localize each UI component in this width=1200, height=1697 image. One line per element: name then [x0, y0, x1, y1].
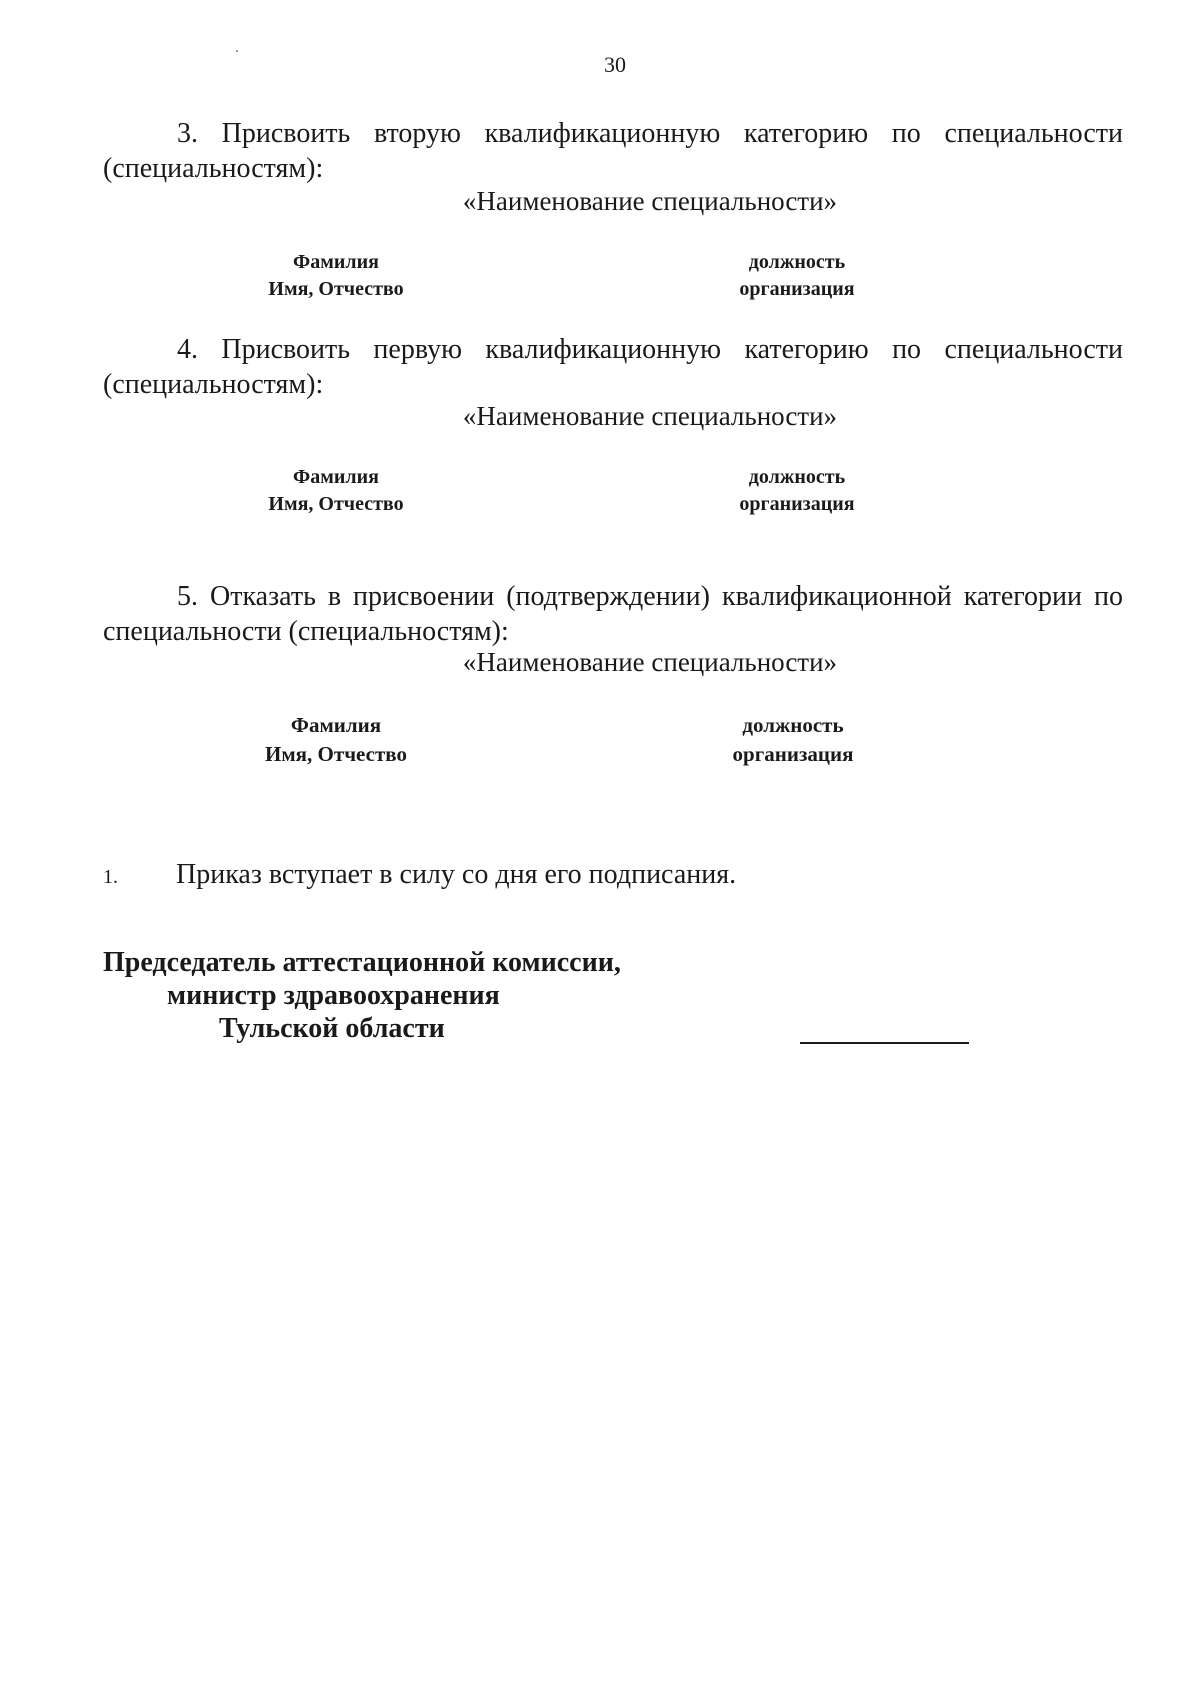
section-5-person-name — [206, 711, 466, 769]
section-5-organization: организация — [732, 742, 854, 766]
section-5-surname: Фамилия — [290, 713, 382, 737]
section-3-surname: Фамилия — [293, 251, 379, 273]
section-3-person-job — [667, 249, 927, 303]
order-item-number: 1. — [103, 866, 118, 888]
section-4-specialty: «Наименование специальности» — [462, 401, 838, 431]
signature-title-line-2: министр здравоохранения — [167, 980, 500, 1011]
section-5-position: должность — [742, 713, 844, 737]
signature-title-line-3: Тульской области — [219, 1013, 445, 1044]
section-4-text: 4. Присвоить первую квалификационную категорию по специальности (специальностям): — [103, 334, 1123, 400]
section-4-person-name — [206, 464, 466, 518]
section-5-text: 5. Отказать в присвоении (подтверждении) квалификационной категории по специальности (специальностям): — [103, 581, 1123, 647]
section-4-organization: организация — [739, 493, 855, 515]
order-item-text: Приказ вступает в силу со дня его подписания. — [176, 859, 737, 890]
section-3-person-name — [206, 249, 466, 303]
section-5-given-name: Имя, Отчество — [265, 742, 407, 766]
section-5-person-job — [663, 711, 923, 769]
section-4-given-name: Имя, Отчество — [268, 493, 404, 515]
section-4-surname: Фамилия — [293, 466, 379, 488]
order-item — [103, 857, 736, 895]
section-3-given-name: Имя, Отчество — [268, 278, 404, 300]
scan-speck — [236, 50, 238, 52]
signature-line — [800, 1042, 969, 1044]
section-3-organization: организация — [739, 278, 855, 300]
section-4-position: должность — [748, 466, 846, 488]
section-3-specialty: «Наименование специальности» — [462, 186, 838, 216]
section-5-specialty: «Наименование специальности» — [462, 647, 838, 677]
signature-block — [103, 946, 621, 1045]
section-3-position: должность — [748, 251, 846, 273]
section-3-text: 3. Присвоить вторую квалификационную категорию по специальности (специальностям): — [103, 118, 1123, 184]
section-4-person-job — [667, 464, 927, 518]
page-number: 30 — [604, 52, 626, 77]
signature-title-line-1: Председатель аттестационной комиссии, — [103, 947, 621, 978]
